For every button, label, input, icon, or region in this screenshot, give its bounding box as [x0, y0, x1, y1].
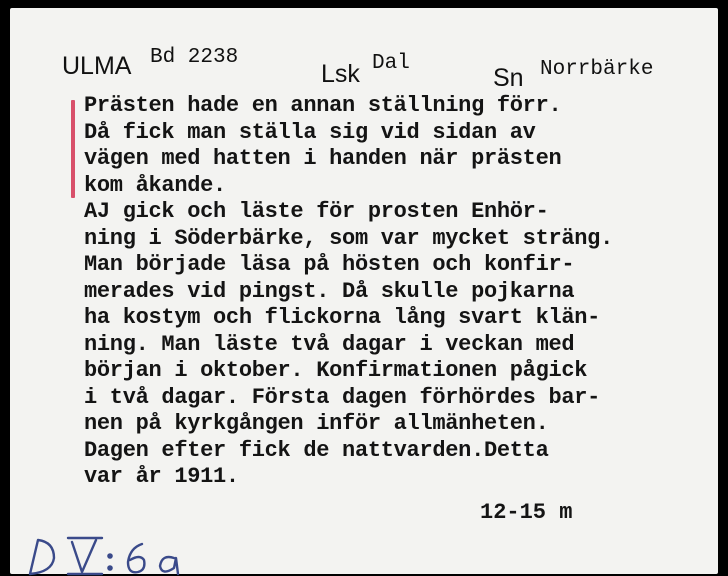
body-line: ha kostym och flickorna lång svart klän- [84, 305, 601, 330]
body-line: var år 1911. [84, 464, 239, 489]
parish-value: Norrbärke [540, 58, 654, 81]
body-line: Dagen efter fick de nattvarden.Detta [84, 437, 549, 463]
informant-age: 12-15 m [480, 500, 573, 525]
card-body-text [84, 93, 613, 491]
body-line: AJ gick och läste för prosten Enhör- [84, 199, 549, 224]
body-line: kom åkande. [84, 172, 226, 198]
archive-label: ULMA [62, 52, 132, 80]
body-line: ning. Man läste två dagar i veckan med [84, 331, 575, 357]
archive-card [10, 8, 718, 574]
body-line: i två dagar. Första dagen förhördes bar- [84, 384, 601, 410]
body-line: merades vid pingst. Då skulle pojkarna [84, 278, 575, 304]
body-line: Man började läsa på hösten och konfir- [84, 252, 575, 277]
handwritten-signum [24, 528, 194, 576]
red-margin-mark [71, 100, 75, 198]
body-line: Prästen hade en annan ställning förr. [84, 93, 562, 118]
body-line: nen på kyrkgången inför allmänheten. [84, 411, 549, 436]
body-line: Då fick man ställa sig vid sidan av [84, 119, 536, 145]
body-line: vägen med hatten i handen när prästen [84, 146, 562, 171]
archive-number: Bd 2238 [150, 46, 239, 69]
parish-label: Sn [493, 64, 524, 92]
province-label: Lsk [321, 60, 360, 88]
body-line: början i oktober. Konfirmationen pågick [84, 358, 588, 383]
body-line: ning i Söderbärke, som var mycket sträng. [84, 225, 613, 251]
province-value: Dal [372, 52, 410, 75]
